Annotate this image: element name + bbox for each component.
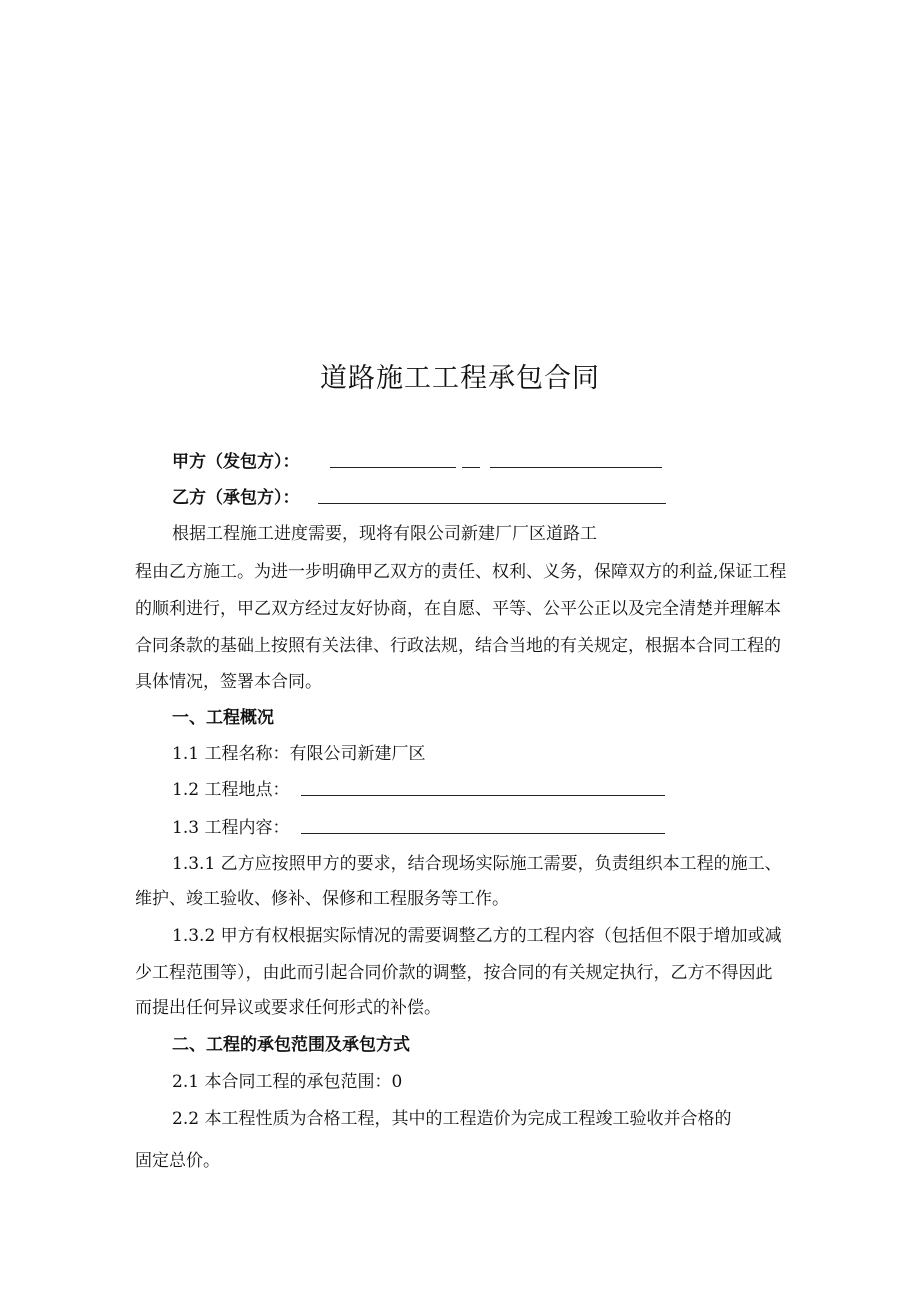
item-2-2-line-1: 2.2 本工程性质为合格工程，其中的工程造价为完成工程竣工验收并合格的: [172, 1109, 732, 1129]
item-1-3-2-line-2: 少工程范围等），由此而引起合同价款的调整，按合同的有关规定执行，乙方不得因此: [135, 963, 773, 983]
item-1-2-blank: [301, 779, 665, 796]
party-a-label: 甲方（发包方）：: [172, 452, 300, 472]
party-b-blank: [318, 487, 666, 504]
intro-line-5: 具体情况，签署本合同。: [135, 672, 322, 692]
item-1-3-2-line-1: 1.3.2 甲方有权根据实际情况的需要调整乙方的工程内容（包括但不限于增加或减: [172, 926, 782, 946]
party-a-row: [172, 451, 300, 473]
section-1-heading: 一、工程概况: [172, 708, 274, 728]
party-b-label: 乙方（承包方）：: [172, 488, 300, 508]
item-1-3-1-line-2: 维护、竣工验收、修补、保修和工程服务等工作。: [135, 889, 509, 909]
page-title: 道路施工工程承包合同: [320, 363, 600, 394]
item-1-3-2-line-3: 而提出任何异议或要求任何形式的补偿。: [135, 998, 441, 1018]
item-1-3: 1.3 工程内容：: [172, 818, 290, 838]
section-2-heading: 二、工程的承包范围及承包方式: [172, 1035, 410, 1055]
intro-line-3: 的顺利进行，甲乙双方经过友好协商，在自愿、平等、公平公正以及完全清楚并理解本: [135, 599, 781, 619]
item-1-3-1-line-1: 1.3.1 乙方应按照甲方的要求，结合现场实际施工需要，负责组织本工程的施工、: [172, 854, 782, 874]
item-1-1: 1.1 工程名称：有限公司新建厂区: [172, 744, 426, 764]
item-1-2: 1.2 工程地点：: [172, 780, 290, 800]
party-a-blank: [330, 451, 662, 468]
item-1-3-blank: [301, 817, 665, 834]
party-b-row: [172, 487, 300, 509]
item-2-1: 2.1 本合同工程的承包范围：0: [172, 1072, 403, 1092]
intro-line-2: 程由乙方施工。为进一步明确甲乙双方的责任、权利、义务，保障双方的利益,保证工程: [135, 562, 787, 582]
intro-line-1: 根据工程施工进度需要，现将有限公司新建厂厂区道路工: [172, 524, 597, 544]
intro-line-4: 合同条款的基础上按照有关法律、行政法规，结合当地的有关规定，根据本合同工程的: [135, 636, 781, 656]
item-2-2-line-2: 固定总价。: [135, 1151, 220, 1171]
